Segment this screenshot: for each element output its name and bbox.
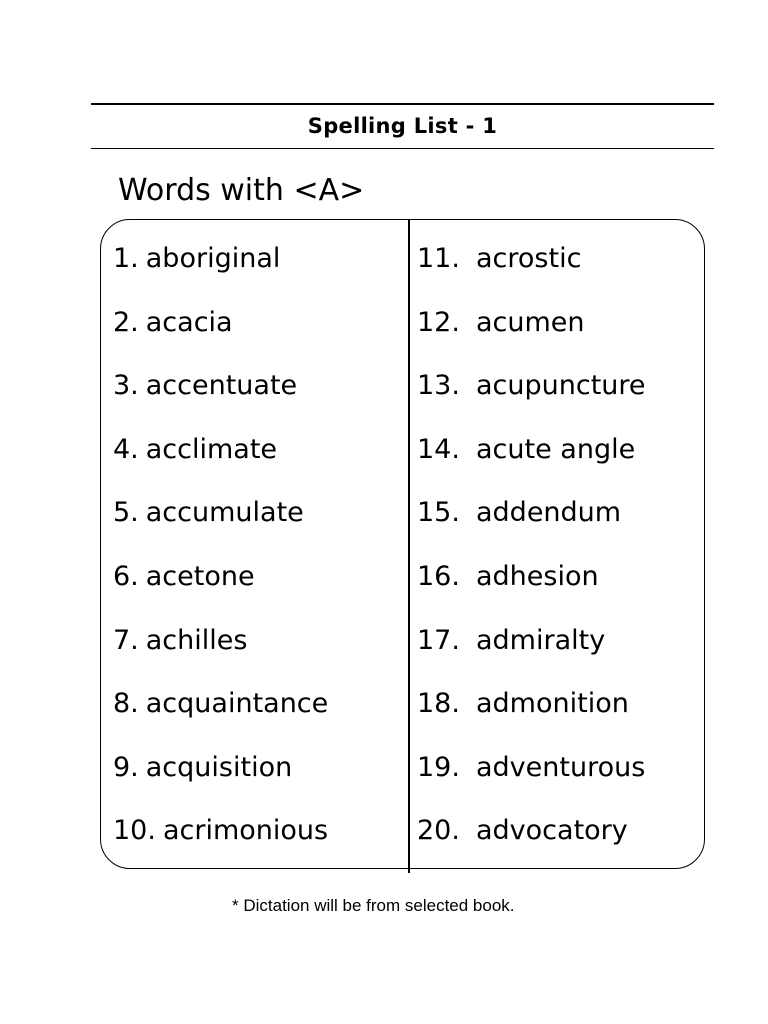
item-number: 3. bbox=[113, 370, 139, 402]
list-item bbox=[417, 363, 702, 427]
item-number: 15. bbox=[417, 497, 460, 529]
list-item bbox=[113, 363, 403, 427]
list-item bbox=[113, 427, 403, 491]
item-word: acacia bbox=[145, 306, 233, 338]
item-number: 1. bbox=[113, 243, 139, 274]
item-word: adhesion bbox=[476, 560, 599, 592]
item-word: aboriginal bbox=[145, 243, 281, 274]
item-word: acclimate bbox=[145, 433, 278, 465]
list-item bbox=[113, 490, 403, 554]
list-item bbox=[417, 490, 702, 554]
word-list-right-column bbox=[417, 236, 702, 872]
item-word: acute angle bbox=[476, 433, 636, 465]
list-subtitle: Words with <A> bbox=[118, 173, 365, 208]
list-item bbox=[113, 554, 403, 618]
item-word: accentuate bbox=[145, 370, 298, 402]
item-number: 20. bbox=[417, 815, 460, 847]
list-item bbox=[417, 427, 702, 491]
item-number: 6. bbox=[113, 560, 139, 592]
item-number: 9. bbox=[113, 751, 139, 783]
item-number: 5. bbox=[113, 497, 139, 529]
item-number: 11. bbox=[417, 243, 460, 274]
list-item bbox=[417, 808, 702, 872]
item-word: addendum bbox=[476, 497, 622, 529]
item-number: 10. bbox=[113, 815, 156, 847]
list-item bbox=[417, 300, 702, 364]
item-word: advocatory bbox=[476, 815, 628, 847]
item-word: acrostic bbox=[476, 243, 582, 274]
item-word: admonition bbox=[476, 688, 629, 720]
list-item bbox=[417, 681, 702, 745]
item-number: 7. bbox=[113, 624, 139, 656]
list-item bbox=[417, 554, 702, 618]
list-item bbox=[113, 236, 403, 300]
list-item bbox=[113, 745, 403, 809]
item-number: 2. bbox=[113, 306, 139, 338]
item-word: accumulate bbox=[145, 497, 304, 529]
item-number: 18. bbox=[417, 688, 460, 720]
item-word: achilles bbox=[145, 624, 248, 656]
list-item bbox=[113, 808, 403, 872]
item-word: acumen bbox=[476, 306, 585, 338]
item-word: acupuncture bbox=[476, 370, 646, 402]
item-word: acquisition bbox=[145, 751, 293, 783]
list-item bbox=[417, 618, 702, 682]
item-number: 12. bbox=[417, 306, 460, 338]
header-bottom-rule bbox=[91, 148, 714, 149]
item-word: adventurous bbox=[476, 751, 646, 783]
list-item bbox=[417, 745, 702, 809]
list-item bbox=[113, 300, 403, 364]
item-number: 19. bbox=[417, 751, 460, 783]
footnote: * Dictation will be from selected book. bbox=[232, 896, 515, 915]
item-word: admiralty bbox=[476, 624, 606, 656]
item-word: acquaintance bbox=[145, 688, 329, 720]
item-number: 14. bbox=[417, 433, 460, 465]
item-number: 16. bbox=[417, 560, 460, 592]
item-number: 17. bbox=[417, 624, 460, 656]
item-number: 4. bbox=[113, 433, 139, 465]
item-number: 8. bbox=[113, 688, 139, 720]
list-item bbox=[417, 236, 702, 300]
item-number: 13. bbox=[417, 370, 460, 402]
word-list-left-column bbox=[113, 236, 403, 872]
list-item bbox=[113, 618, 403, 682]
list-item bbox=[113, 681, 403, 745]
column-divider bbox=[408, 219, 410, 873]
item-word: acrimonious bbox=[162, 815, 329, 847]
page-title: Spelling List - 1 bbox=[307, 114, 498, 138]
header-top-rule bbox=[91, 103, 714, 105]
item-word: acetone bbox=[145, 560, 255, 592]
